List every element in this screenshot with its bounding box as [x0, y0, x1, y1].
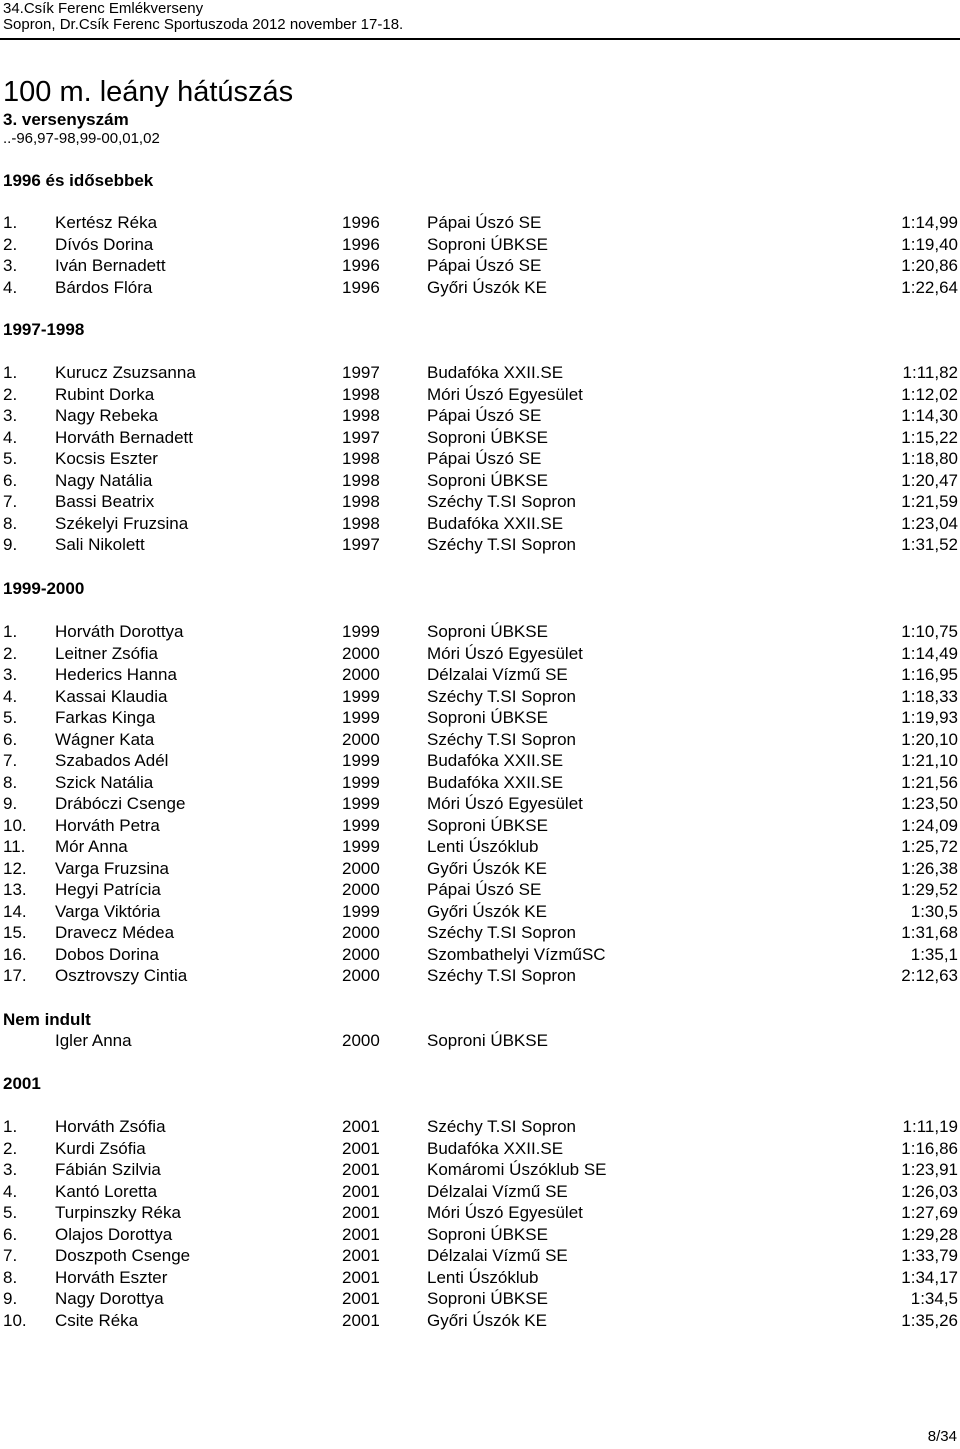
- result-row: [0, 793, 960, 815]
- placing: 11.: [3, 837, 26, 856]
- venue-date: Sopron, Dr.Csík Ferenc Sportuszoda 2012 november 17-18.: [3, 16, 404, 33]
- birth-year: 1999: [342, 837, 380, 856]
- result-time: 1:22,64: [901, 277, 958, 297]
- result-time: 1:21,56: [901, 772, 958, 792]
- result-time: 1:20,86: [901, 256, 958, 275]
- result-row: [0, 491, 960, 513]
- result-time: 1:25,72: [901, 837, 958, 856]
- birth-year: 2000: [342, 880, 380, 899]
- swimmer-name: Dravecz Médea: [55, 923, 175, 942]
- event-number: 3. versenyszám: [3, 110, 129, 129]
- placing: 4.: [3, 427, 18, 447]
- placing: 7.: [3, 492, 18, 511]
- birth-year: 2001: [342, 1203, 380, 1222]
- result-time: 1:20,10: [901, 729, 958, 749]
- result-row: [0, 707, 960, 729]
- birth-year: 1996: [342, 277, 380, 297]
- result-row: [0, 1159, 960, 1181]
- group-title: 1996 és idősebbek: [3, 171, 154, 190]
- result-time: 1:16,86: [901, 1138, 958, 1158]
- birth-year: 1998: [342, 449, 380, 468]
- club-name: Pápai Úszó SE: [427, 449, 542, 468]
- club-name: Soproni ÚBKSE: [427, 427, 548, 447]
- swimmer-name: Nagy Rebeka: [55, 406, 159, 425]
- result-time: 1:33,79: [901, 1246, 958, 1265]
- placing: 14.: [3, 901, 27, 921]
- swimmer-name: Fábián Szilvia: [55, 1160, 161, 1179]
- result-time: 1:14,49: [901, 643, 958, 663]
- club-name: Győri Úszók KE: [427, 901, 547, 921]
- birth-year: 2000: [342, 923, 380, 942]
- result-row: [0, 427, 960, 449]
- club-name: Móri Úszó Egyesület: [427, 384, 583, 404]
- birth-year: 1998: [342, 406, 380, 425]
- swimmer-name: Dívós Dorina: [55, 234, 154, 254]
- placing: 3.: [3, 406, 18, 425]
- birth-year: 1998: [342, 513, 380, 533]
- swimmer-name: Horváth Bernadett: [55, 427, 193, 447]
- birth-year: 1998: [342, 492, 380, 511]
- result-time: 1:16,95: [901, 665, 958, 684]
- club-name: Széchy T.SI Sopron: [427, 729, 576, 749]
- birth-year: 1999: [342, 686, 380, 706]
- result-row: [0, 879, 960, 901]
- placing: 6.: [3, 470, 18, 490]
- birth-year: 1998: [342, 470, 380, 490]
- birth-year: 2000: [342, 966, 380, 985]
- birth-year: 2001: [342, 1246, 380, 1265]
- birth-year: 2001: [342, 1160, 380, 1179]
- result-time: 1:14,30: [901, 406, 958, 425]
- result-time: 1:31,68: [901, 923, 958, 942]
- club-name: Móri Úszó Egyesület: [427, 794, 583, 813]
- club-name: Széchy T.SI Sopron: [427, 535, 576, 554]
- birth-year: 2000: [342, 858, 380, 878]
- club-name: Soproni ÚBKSE: [427, 1031, 548, 1050]
- placing: 5.: [3, 708, 18, 727]
- result-time: 1:23,91: [901, 1160, 958, 1179]
- placing: 7.: [3, 1246, 18, 1265]
- result-row: [0, 384, 960, 406]
- result-row: [0, 772, 960, 794]
- club-name: Széchy T.SI Sopron: [427, 966, 576, 985]
- birth-year: 2000: [342, 1031, 380, 1050]
- placing: 2.: [3, 1138, 18, 1158]
- result-time: 1:30,5: [910, 901, 958, 921]
- birth-year: 1999: [342, 622, 380, 641]
- result-time: 1:31,52: [901, 535, 958, 554]
- result-time: 1:23,04: [901, 513, 958, 533]
- placing: 9.: [3, 1289, 18, 1308]
- placing: 4.: [3, 686, 18, 706]
- swimmer-name: Dobos Dorina: [55, 944, 159, 964]
- club-name: Komáromi Úszóklub SE: [427, 1160, 607, 1179]
- birth-year: 2001: [342, 1289, 380, 1308]
- swimmer-name: Kurdi Zsófia: [55, 1138, 146, 1158]
- swimmer-name: Hegyi Patrícia: [55, 880, 161, 899]
- result-row: [0, 1288, 960, 1310]
- swimmer-name: Kurucz Zsuzsanna: [55, 363, 196, 382]
- club-name: Budafóka XXII.SE: [427, 513, 564, 533]
- club-name: Soproni ÚBKSE: [427, 708, 548, 727]
- group-title: 1997-1998: [3, 320, 85, 339]
- swimmer-name: Drábóczi Csenge: [55, 794, 186, 813]
- swimmer-name: Csite Réka: [55, 1310, 139, 1330]
- swimmer-name: Rubint Dorka: [55, 384, 155, 404]
- result-time: 1:34,17: [901, 1267, 958, 1287]
- birth-year: 1999: [342, 901, 380, 921]
- placing: 4.: [3, 1181, 18, 1201]
- result-row: [0, 212, 960, 234]
- result-time: 1:26,38: [901, 858, 958, 878]
- swimmer-name: Kertész Réka: [55, 213, 158, 232]
- group-title: 2001: [3, 1074, 41, 1093]
- group-title: 1999-2000: [3, 579, 85, 598]
- result-row: [0, 1202, 960, 1224]
- swimmer-name: Hederics Hanna: [55, 665, 177, 684]
- placing: 2.: [3, 643, 18, 663]
- birth-year: 2000: [342, 665, 380, 684]
- club-name: Budafóka XXII.SE: [427, 1138, 564, 1158]
- swimmer-name: Kocsis Eszter: [55, 449, 158, 468]
- result-time: 1:21,10: [901, 751, 958, 770]
- club-name: Soproni ÚBKSE: [427, 622, 548, 641]
- birth-year: 1999: [342, 708, 380, 727]
- event-title: 100 m. leány hátúszás: [3, 76, 294, 108]
- result-row: [0, 922, 960, 944]
- placing: 5.: [3, 449, 18, 468]
- club-name: Széchy T.SI Sopron: [427, 492, 576, 511]
- result-time: 1:27,69: [901, 1203, 958, 1222]
- result-row: [0, 234, 960, 256]
- birth-year: 1996: [342, 256, 380, 275]
- result-row: [0, 362, 960, 384]
- club-name: Móri Úszó Egyesület: [427, 1203, 583, 1222]
- birth-year: 2001: [342, 1310, 380, 1330]
- result-row: [0, 405, 960, 427]
- swimmer-name: Turpinszky Réka: [55, 1203, 181, 1222]
- swimmer-name: Nagy Natália: [55, 470, 153, 490]
- result-time: 1:18,80: [901, 449, 958, 468]
- birth-year: 2000: [342, 643, 380, 663]
- birth-year: 2001: [342, 1117, 380, 1136]
- placing: 8.: [3, 1267, 18, 1287]
- birth-year: 2000: [342, 729, 380, 749]
- club-name: Pápai Úszó SE: [427, 406, 542, 425]
- result-time: 1:20,47: [901, 470, 958, 490]
- swimmer-name: Farkas Kinga: [55, 708, 156, 727]
- birth-year: 1996: [342, 213, 380, 232]
- club-name: Pápai Úszó SE: [427, 213, 542, 232]
- result-time: 1:35,26: [901, 1310, 958, 1330]
- swimmer-name: Sali Nikolett: [55, 535, 145, 554]
- header-divider: [0, 38, 960, 40]
- result-row: [0, 534, 960, 556]
- swimmer-name: Doszpoth Csenge: [55, 1246, 191, 1265]
- placing: 10.: [3, 815, 27, 835]
- placing: 12.: [3, 858, 27, 878]
- swimmer-name: Olajos Dorottya: [55, 1224, 173, 1244]
- club-name: Móri Úszó Egyesület: [427, 643, 583, 663]
- result-time: 1:26,03: [901, 1181, 958, 1201]
- result-row: [0, 901, 960, 923]
- result-time: 1:11,82: [902, 363, 958, 382]
- swimmer-name: Kassai Klaudia: [55, 686, 168, 706]
- birth-year: 2001: [342, 1138, 380, 1158]
- club-name: Délzalai Vízmű SE: [427, 1181, 568, 1201]
- result-row: [0, 1310, 960, 1332]
- page-number: 8/34: [927, 1428, 957, 1445]
- result-row: [0, 470, 960, 492]
- placing: 1.: [3, 1117, 18, 1136]
- club-name: Budafóka XXII.SE: [427, 772, 564, 792]
- club-name: Széchy T.SI Sopron: [427, 923, 576, 942]
- birth-year: 2001: [342, 1181, 380, 1201]
- swimmer-name: Horváth Dorottya: [55, 622, 184, 641]
- result-time: 1:34,5: [910, 1289, 958, 1308]
- swimmer-name: Iván Bernadett: [55, 256, 166, 275]
- event-age-groups: ..-96,97-98,99-00,01,02: [3, 130, 160, 147]
- placing: 1.: [3, 622, 18, 641]
- group-title: Nem indult: [3, 1010, 91, 1029]
- club-name: Győri Úszók KE: [427, 277, 547, 297]
- result-row: [0, 944, 960, 966]
- birth-year: 1999: [342, 815, 380, 835]
- swimmer-name: Horváth Petra: [55, 815, 160, 835]
- placing: 6.: [3, 1224, 18, 1244]
- club-name: Széchy T.SI Sopron: [427, 1117, 576, 1136]
- placing: 13.: [3, 880, 27, 899]
- club-name: Pápai Úszó SE: [427, 256, 542, 275]
- result-time: 1:11,19: [902, 1117, 958, 1136]
- swimmer-name: Bassi Beatrix: [55, 492, 155, 511]
- result-row: [0, 965, 960, 987]
- swimmer-name: Kantó Loretta: [55, 1181, 158, 1201]
- club-name: Győri Úszók KE: [427, 1310, 547, 1330]
- placing: 9.: [3, 794, 18, 813]
- result-row: [0, 621, 960, 643]
- birth-year: 2000: [342, 944, 380, 964]
- result-time: 2:12,63: [901, 966, 958, 985]
- placing: 15.: [3, 923, 27, 942]
- swimmer-name: Leitner Zsófia: [55, 643, 158, 663]
- club-name: Széchy T.SI Sopron: [427, 686, 576, 706]
- result-time: 1:23,50: [901, 794, 958, 813]
- swimmer-name: Varga Viktória: [55, 901, 161, 921]
- placing: 4.: [3, 277, 18, 297]
- result-row: [0, 836, 960, 858]
- club-name: Soproni ÚBKSE: [427, 470, 548, 490]
- swimmer-name: Szick Natália: [55, 772, 154, 792]
- result-time: 1:19,93: [901, 708, 958, 727]
- result-row: [0, 750, 960, 772]
- placing: 8.: [3, 513, 18, 533]
- placing: 3.: [3, 1160, 18, 1179]
- club-name: Soproni ÚBKSE: [427, 234, 548, 254]
- club-name: Soproni ÚBKSE: [427, 1289, 548, 1308]
- placing: 7.: [3, 751, 18, 770]
- club-name: Lenti Úszóklub: [427, 837, 539, 856]
- swimmer-name: Osztrovszy Cintia: [55, 966, 188, 985]
- swimmer-name: Igler Anna: [55, 1031, 132, 1050]
- birth-year: 1997: [342, 535, 380, 554]
- result-row: [0, 815, 960, 837]
- placing: 1.: [3, 213, 18, 232]
- swimmer-name: Horváth Eszter: [55, 1267, 168, 1287]
- placing: 10.: [3, 1310, 27, 1330]
- result-time: 1:21,59: [901, 492, 958, 511]
- birth-year: 1999: [342, 794, 380, 813]
- result-row: [0, 448, 960, 470]
- club-name: Budafóka XXII.SE: [427, 751, 564, 770]
- result-row: [0, 1224, 960, 1246]
- club-name: Délzalai Vízmű SE: [427, 1246, 568, 1265]
- result-time: 1:35,1: [910, 944, 958, 964]
- placing: 6.: [3, 729, 18, 749]
- result-time: 1:18,33: [901, 686, 958, 706]
- result-time: 1:29,52: [901, 880, 958, 899]
- birth-year: 1997: [342, 363, 380, 382]
- placing: 2.: [3, 384, 18, 404]
- result-time: 1:10,75: [901, 622, 958, 641]
- swimmer-name: Székelyi Fruzsina: [55, 513, 189, 533]
- placing: 8.: [3, 772, 18, 792]
- swimmer-name: Bárdos Flóra: [55, 277, 153, 297]
- birth-year: 1999: [342, 772, 380, 792]
- result-time: 1:14,99: [901, 213, 958, 232]
- club-name: Lenti Úszóklub: [427, 1267, 539, 1287]
- result-time: 1:19,40: [901, 234, 958, 254]
- swimmer-name: Szabados Adél: [55, 751, 169, 770]
- placing: 5.: [3, 1203, 18, 1222]
- birth-year: 2001: [342, 1224, 380, 1244]
- result-row: [0, 513, 960, 535]
- club-name: Délzalai Vízmű SE: [427, 665, 568, 684]
- placing: 16.: [3, 944, 27, 964]
- placing: 3.: [3, 256, 18, 275]
- placing: 2.: [3, 234, 18, 254]
- competition-name: 34.Csík Ferenc Emlékverseny: [3, 0, 204, 17]
- birth-year: 1999: [342, 751, 380, 770]
- club-name: Győri Úszók KE: [427, 858, 547, 878]
- placing: 3.: [3, 665, 18, 684]
- result-time: 1:29,28: [901, 1224, 958, 1244]
- placing: 9.: [3, 535, 18, 554]
- swimmer-name: Varga Fruzsina: [55, 858, 170, 878]
- birth-year: 1998: [342, 384, 380, 404]
- result-row: [0, 1030, 960, 1052]
- club-name: Budafóka XXII.SE: [427, 363, 564, 382]
- club-name: Soproni ÚBKSE: [427, 815, 548, 835]
- result-row: [0, 1116, 960, 1138]
- placing: 1.: [3, 363, 18, 382]
- result-row: [0, 277, 960, 299]
- placing: 17.: [3, 966, 27, 985]
- swimmer-name: Nagy Dorottya: [55, 1289, 164, 1308]
- result-row: [0, 664, 960, 686]
- birth-year: 1997: [342, 427, 380, 447]
- swimmer-name: Wágner Kata: [55, 729, 155, 749]
- result-row: [0, 255, 960, 277]
- result-time: 1:24,09: [901, 815, 958, 835]
- club-name: Pápai Úszó SE: [427, 880, 542, 899]
- result-row: [0, 643, 960, 665]
- result-row: [0, 1267, 960, 1289]
- result-row: [0, 729, 960, 751]
- result-row: [0, 1181, 960, 1203]
- result-row: [0, 1138, 960, 1160]
- result-row: [0, 1245, 960, 1267]
- birth-year: 1996: [342, 234, 380, 254]
- club-name: Szombathelyi VízműSC: [427, 944, 606, 964]
- result-time: 1:15,22: [901, 427, 958, 447]
- swimmer-name: Mór Anna: [55, 837, 128, 856]
- birth-year: 2001: [342, 1267, 380, 1287]
- result-row: [0, 686, 960, 708]
- result-time: 1:12,02: [901, 384, 958, 404]
- club-name: Soproni ÚBKSE: [427, 1224, 548, 1244]
- swimmer-name: Horváth Zsófia: [55, 1117, 166, 1136]
- result-row: [0, 858, 960, 880]
